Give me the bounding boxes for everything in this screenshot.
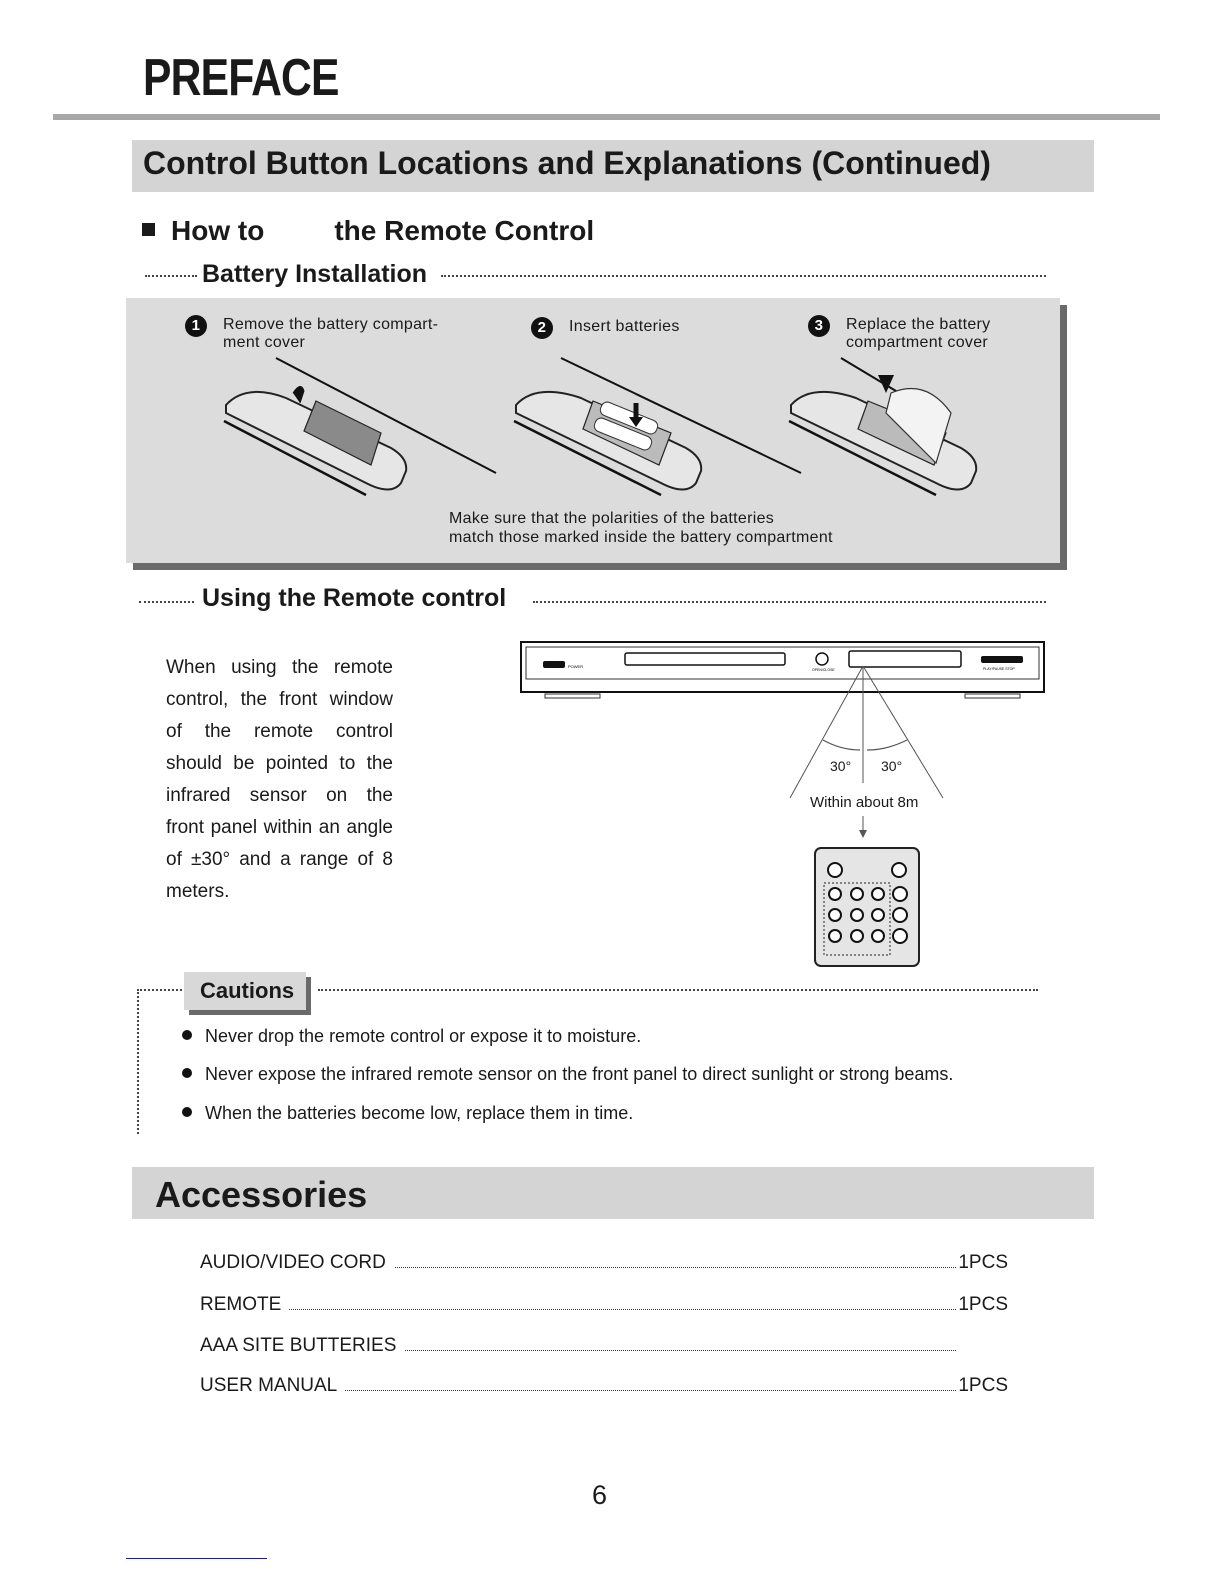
accessory-qty: 1PCS bbox=[958, 1294, 1008, 1315]
note-line: match those marked inside the battery compartment bbox=[449, 529, 833, 546]
accessory-row bbox=[200, 1294, 1008, 1318]
bullet-icon bbox=[182, 1030, 192, 1040]
accessory-name: AUDIO/VIDEO CORD bbox=[200, 1252, 394, 1274]
cautions-tab bbox=[184, 972, 306, 1010]
section-title: Control Button Locations and Explanations (Continued) bbox=[143, 145, 991, 181]
dotted-leader bbox=[533, 601, 1046, 603]
using-remote-instructions: When using the remote control, the front window of the remote control should be pointed to the infrared sensor on the front panel within an angle of ±30° and a range of 8 meters. bbox=[166, 657, 393, 902]
header-divider bbox=[53, 114, 1160, 120]
battery-step-3 bbox=[814, 316, 991, 352]
caution-text: Never drop the remote control or expose it to moisture. bbox=[205, 1026, 642, 1046]
accessories-title-bar bbox=[132, 1167, 1094, 1219]
play-stop-buttons-icon bbox=[981, 656, 1023, 663]
accessory-name: AAA SITE BUTTERIES bbox=[200, 1335, 404, 1357]
display-window bbox=[849, 651, 961, 667]
page-number: 6 bbox=[592, 1480, 608, 1510]
open-close-button-icon bbox=[816, 653, 828, 665]
caution-text: Never expose the infrared remote sensor on the front panel to direct sunlight or strong beams. bbox=[205, 1064, 954, 1084]
disc-tray bbox=[625, 653, 785, 665]
accessory-name: REMOTE bbox=[200, 1294, 289, 1316]
dotted-border bbox=[137, 989, 139, 1134]
step-text: compartment cover bbox=[846, 334, 989, 351]
footer-link-underline[interactable] bbox=[126, 1558, 267, 1559]
range-label: Within about 8m bbox=[810, 794, 919, 811]
angle-left-label: 30° bbox=[830, 758, 852, 774]
section-title-bar bbox=[132, 140, 1094, 192]
accessory-row bbox=[200, 1335, 1008, 1359]
subtitle-part2: the Remote Control bbox=[334, 215, 595, 246]
subsection-title bbox=[142, 215, 594, 247]
angle-right-label: 30° bbox=[881, 758, 903, 774]
step-text: Replace the battery bbox=[846, 316, 991, 333]
note-line: Make sure that the polarities of the batteries bbox=[449, 510, 775, 527]
page-header-title: PREFACE bbox=[143, 49, 339, 107]
dotted-leader bbox=[145, 275, 197, 277]
square-bullet-icon bbox=[142, 223, 155, 236]
caution-item bbox=[182, 1064, 953, 1085]
step-text: ment cover bbox=[223, 334, 306, 351]
accessory-row bbox=[200, 1252, 1008, 1276]
accessory-qty: 1PCS bbox=[958, 1252, 1008, 1273]
battery-step-2 bbox=[537, 318, 680, 336]
accessory-row bbox=[200, 1375, 1008, 1399]
svg-text:PLAY/PAUSE STOP: PLAY/PAUSE STOP bbox=[983, 667, 1015, 671]
accessory-qty: 1PCS bbox=[958, 1375, 1008, 1396]
battery-insertion-illustration bbox=[511, 353, 811, 503]
dotted-leader bbox=[137, 989, 182, 991]
remote-cover-removal-illustration bbox=[216, 353, 516, 503]
battery-step-1 bbox=[191, 316, 439, 352]
step-number-badge: 3 bbox=[808, 315, 830, 337]
bullet-icon bbox=[182, 1068, 192, 1078]
svg-text:POWER: POWER bbox=[568, 664, 584, 669]
caution-item bbox=[182, 1026, 641, 1047]
step-number-badge: 2 bbox=[531, 317, 553, 339]
dotted-leader bbox=[318, 989, 1038, 991]
battery-installation-panel bbox=[126, 298, 1060, 563]
using-remote-heading: Using the Remote control bbox=[202, 584, 507, 612]
step-number-badge: 1 bbox=[185, 315, 207, 337]
cautions-heading: Cautions bbox=[200, 978, 295, 1003]
cover-replacement-illustration bbox=[786, 353, 1086, 503]
accessory-name: USER MANUAL bbox=[200, 1375, 345, 1397]
subtitle-part1: How to bbox=[171, 215, 265, 246]
battery-installation-heading: Battery Installation bbox=[202, 260, 428, 288]
step-text: Insert batteries bbox=[569, 318, 680, 335]
caution-item bbox=[182, 1103, 633, 1124]
caution-text: When the batteries become low, replace them in time. bbox=[205, 1103, 634, 1123]
accessories-title: Accessories bbox=[155, 1174, 368, 1215]
dotted-leader bbox=[139, 601, 194, 603]
dotted-leader bbox=[441, 275, 1046, 277]
power-button-icon bbox=[543, 661, 565, 668]
polarity-note bbox=[449, 509, 833, 547]
step-text: Remove the battery compart- bbox=[223, 316, 439, 333]
svg-text:OPEN/CLOSE: OPEN/CLOSE bbox=[812, 668, 835, 672]
bullet-icon bbox=[182, 1107, 192, 1117]
remote-range-diagram bbox=[515, 638, 1055, 968]
